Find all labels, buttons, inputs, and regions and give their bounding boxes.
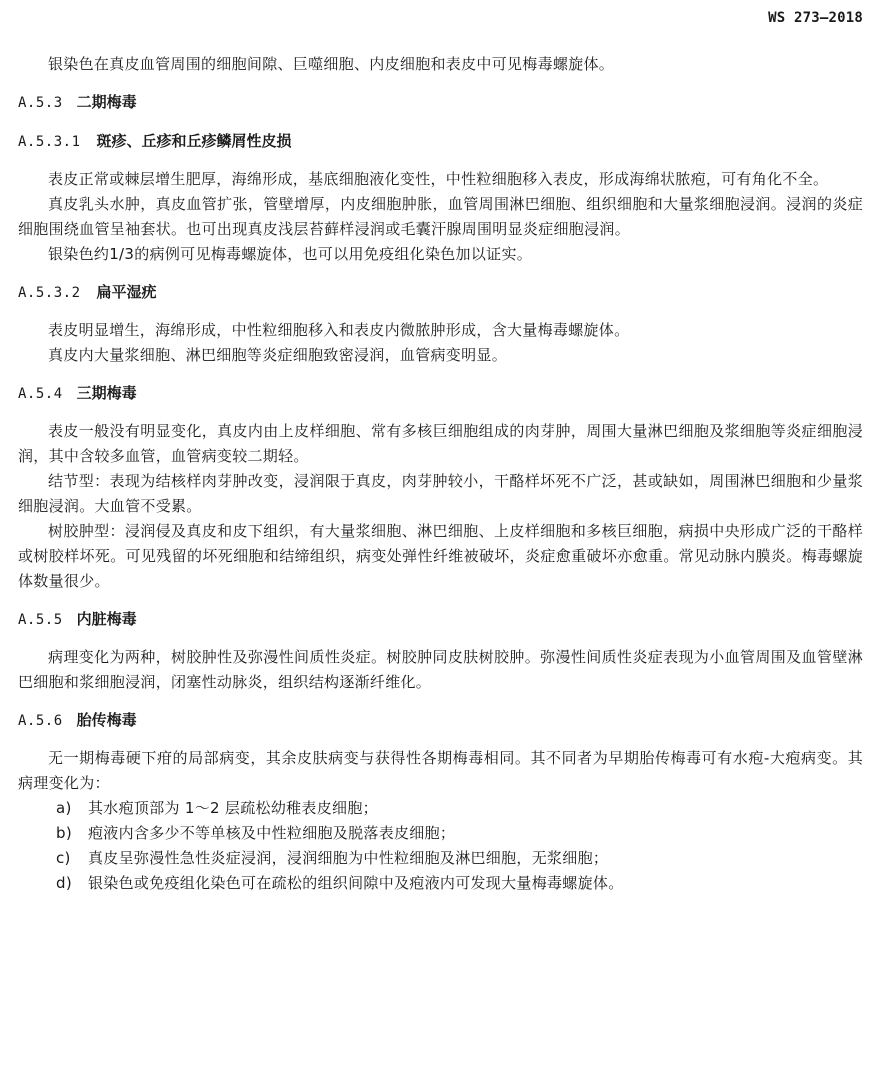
section-title: 二期梅毒 [76,93,137,111]
section-number: A.5.6 [18,713,63,729]
list-marker: c) [56,849,71,867]
document-code: WS 273—2018 [768,10,863,26]
list-item [18,846,863,871]
section-title: 内脏梅毒 [76,610,137,628]
paragraph-a532-1: 表皮明显增生，海绵形成，中性粒细胞移入和表皮内微脓肿形成，含大量梅毒螺旋体。 [48,321,630,339]
list-item [18,821,863,846]
paragraph-a54-3: 树胶肿型：浸润侵及真皮和皮下组织，有大量浆细胞、淋巴细胞、上皮样细胞和多核巨细胞，病损中央形成广泛的干酪样或树胶样坏死。可见残留的坏死细胞和结缔组织，病变处弹性纤维被破坏，炎症愈重破坏亦愈重。常见动脉内膜炎。梅毒螺旋体数量很少。 [18,522,863,590]
paragraph-intro: 银染色在真皮血管周围的细胞间隙、巨噬细胞、内皮细胞和表皮中可见梅毒螺旋体。 [48,55,615,73]
list-marker: a) [56,799,72,817]
paragraph-a56-1: 无一期梅毒硬下疳的局部病变，其余皮肤病变与获得性各期梅毒相同。其不同者为早期胎传梅毒可有水疱-大疱病变。其病理变化为： [18,749,863,792]
heading-a532 [18,280,863,306]
heading-a56 [18,708,863,734]
heading-a55 [18,607,863,633]
paragraph-a531-2: 真皮乳头水肿，真皮血管扩张，管壁增厚，内皮细胞肿胀，血管周围淋巴细胞、组织细胞和大量浆细胞浸润。浸润的炎症细胞围绕血管呈袖套状。也可出现真皮浅层苔藓样浸润或毛囊汗腺周围明显炎症细胞浸润。 [18,195,863,238]
paragraph-a54-2: 结节型：表现为结核样肉芽肿改变，浸润限于真皮，肉芽肿较小，干酪样坏死不广泛，甚或缺如，周围淋巴细胞和少量浆细胞浸润。大血管不受累。 [18,472,863,515]
list-item [18,796,863,821]
paragraph-a531-1: 表皮正常或棘层增生肥厚，海绵形成，基底细胞液化变性，中性粒细胞移入表皮，形成海绵状脓疱，可有角化不全。 [48,170,829,188]
section-number: A.5.3.2 [18,285,81,301]
heading-a54 [18,381,863,407]
heading-a531 [18,129,863,155]
section-number: A.5.3 [18,95,63,111]
list-item-text: 银染色或免疫组化染色可在疏松的组织间隙中及疱液内可发现大量梅毒螺旋体。 [88,874,624,892]
section-number: A.5.4 [18,386,63,402]
list-item-text: 真皮呈弥漫性急性炎症浸润，浸润细胞为中性粒细胞及淋巴细胞，无浆细胞； [88,849,609,867]
section-title: 胎传梅毒 [76,711,137,729]
list-marker: b) [56,824,72,842]
section-title: 三期梅毒 [76,384,137,402]
paragraph-a54-1: 表皮一般没有明显变化，真皮内由上皮样细胞、常有多核巨细胞组成的肉芽肿，周围大量淋巴细胞及浆细胞等炎症细胞浸润，其中含较多血管，血管病变较二期轻。 [18,422,863,465]
paragraph-a55-1: 病理变化为两种，树胶肿性及弥漫性间质性炎症。树胶肿同皮肤树胶肿。弥漫性间质性炎症表现为小血管周围及血管壁淋巴细胞和浆细胞浸润，闭塞性动脉炎，组织结构逐渐纤维化。 [18,648,863,691]
list-item-text: 其水疱顶部为 1～2 层疏松幼稚表皮细胞； [88,799,378,817]
pathology-list [18,796,863,896]
section-title: 扁平湿疣 [96,283,157,301]
section-number: A.5.3.1 [18,134,81,150]
section-title: 斑疹、丘疹和丘疹鳞屑性皮损 [96,132,292,150]
paragraph-a531-3: 银染色约1/3的病例可见梅毒螺旋体，也可以用免疫组化染色加以证实。 [48,245,533,263]
list-item-text: 疱液内含多少不等单核及中性粒细胞及脱落表皮细胞； [88,824,456,842]
section-number: A.5.5 [18,612,63,628]
paragraph-a532-2: 真皮内大量浆细胞、淋巴细胞等炎症细胞致密浸润，血管病变明显。 [48,346,508,364]
list-marker: d) [56,874,72,892]
document-body [18,52,863,896]
heading-a53 [18,90,863,116]
list-item [18,871,863,896]
